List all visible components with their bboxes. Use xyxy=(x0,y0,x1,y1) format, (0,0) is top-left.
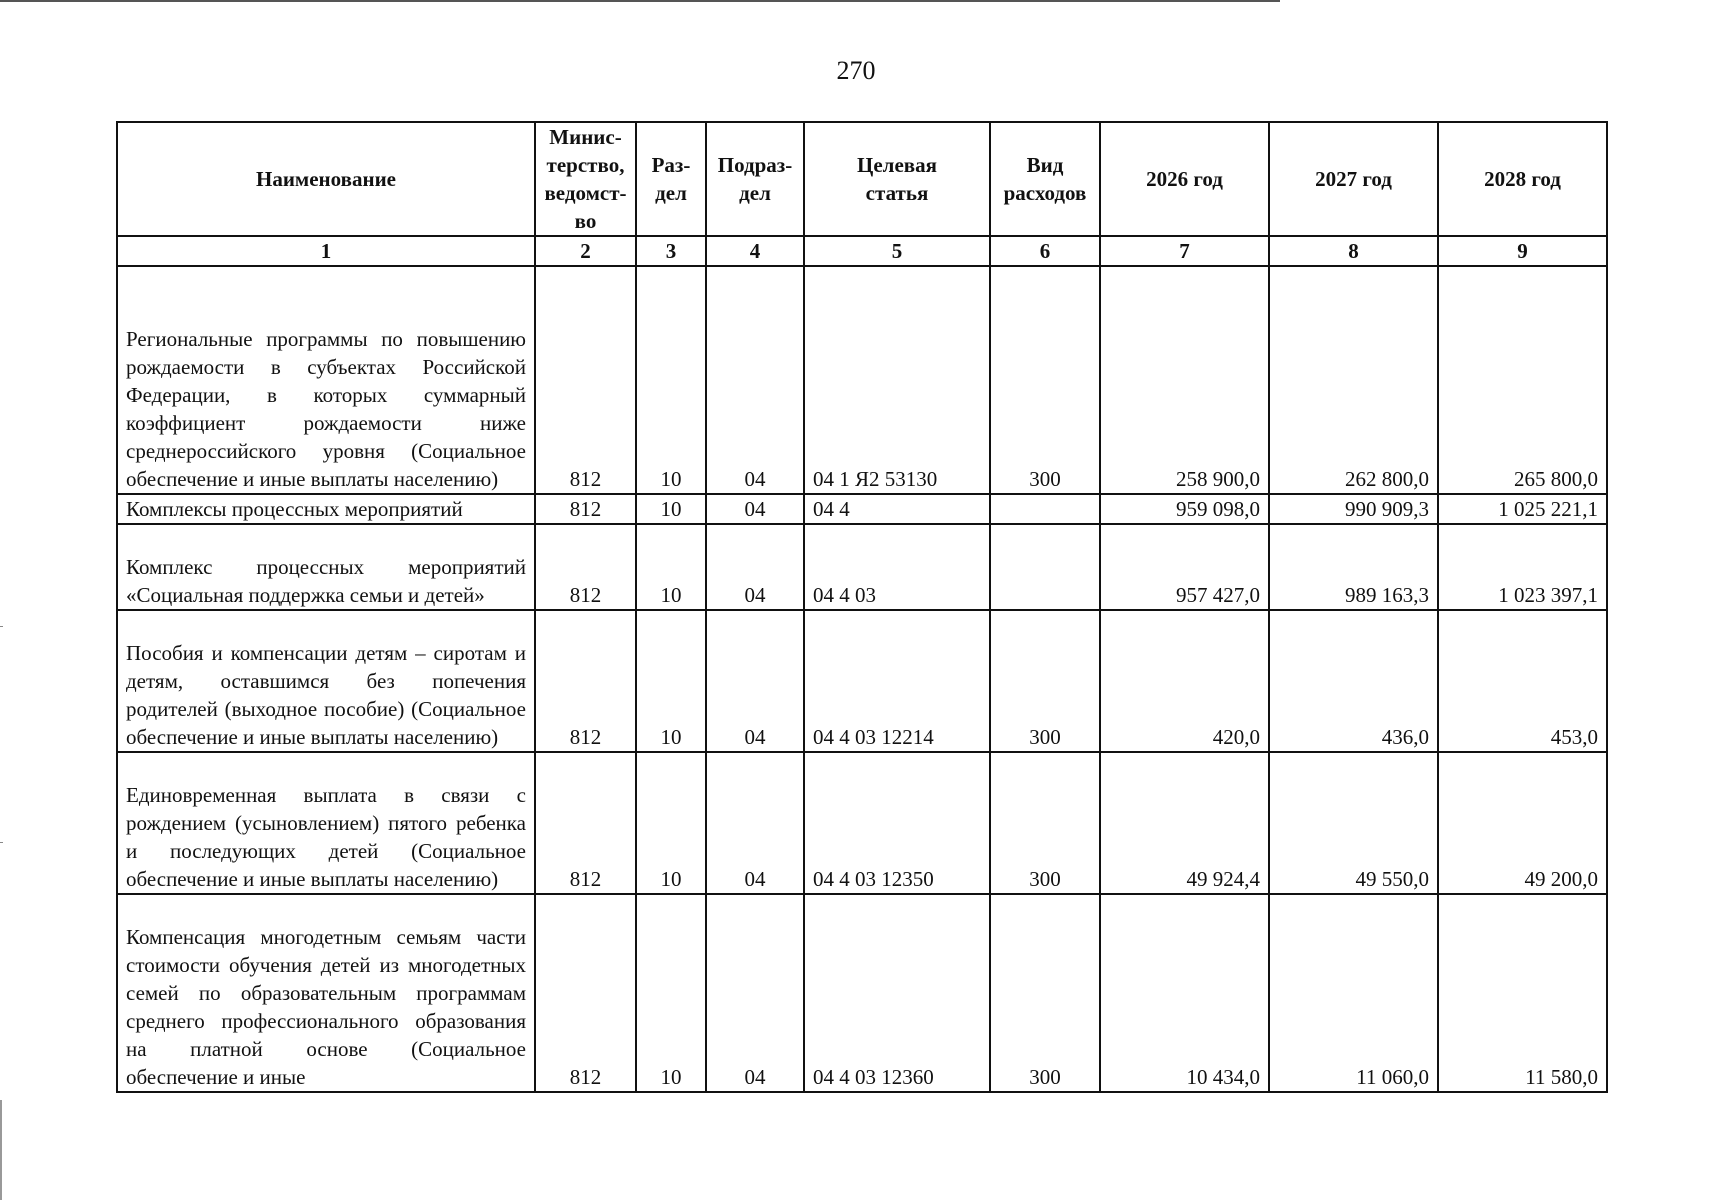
row-2027: 989 163,3 xyxy=(1269,524,1438,610)
scan-edge-line xyxy=(0,1100,2,1200)
row-subsection: 04 xyxy=(706,752,804,894)
row-ministry: 812 xyxy=(535,524,636,610)
table-row xyxy=(117,894,1607,1092)
column-number: 1 xyxy=(117,236,535,266)
table-row xyxy=(117,494,1607,524)
row-section: 10 xyxy=(636,494,706,524)
row-subsection: 04 xyxy=(706,494,804,524)
header-name: Наименование xyxy=(117,122,535,236)
header-target: Целевая статья xyxy=(804,122,990,236)
row-target: 04 4 03 12350 xyxy=(804,752,990,894)
row-expense-type xyxy=(990,494,1100,524)
row-2028: 1 025 221,1 xyxy=(1438,494,1607,524)
row-2027: 11 060,0 xyxy=(1269,894,1438,1092)
column-number: 4 xyxy=(706,236,804,266)
column-number: 7 xyxy=(1100,236,1269,266)
scan-margin-mark xyxy=(0,626,3,627)
row-2026: 10 434,0 xyxy=(1100,894,1269,1092)
table-header-row xyxy=(117,122,1607,236)
row-2027: 990 909,3 xyxy=(1269,494,1438,524)
row-expense-type xyxy=(990,524,1100,610)
header-ministry: Минис- терство, ведомст- во xyxy=(535,122,636,236)
row-2026: 957 427,0 xyxy=(1100,524,1269,610)
budget-table xyxy=(116,121,1608,1093)
row-expense-type: 300 xyxy=(990,266,1100,494)
scan-margin-mark xyxy=(0,842,3,843)
row-2027: 436,0 xyxy=(1269,610,1438,752)
table-row xyxy=(117,610,1607,752)
row-section: 10 xyxy=(636,894,706,1092)
header-2028: 2028 год xyxy=(1438,122,1607,236)
row-name: Комплексы процессных мероприятий xyxy=(117,494,535,524)
row-section: 10 xyxy=(636,524,706,610)
row-subsection: 04 xyxy=(706,610,804,752)
row-name: Единовременная выплата в связи с рождением (усыновлением) пятого ребенка и последующих детей (Социальное обеспечение и иные выплаты населению) xyxy=(117,752,535,894)
row-name: Региональные программы по повышению рождаемости в субъектах Российской Федерации, в которых суммарный коэффициент рождаемости ниже среднероссийского уровня (Социальное обеспечение и иные выплаты населению) xyxy=(117,266,535,494)
row-2026: 420,0 xyxy=(1100,610,1269,752)
table-row xyxy=(117,752,1607,894)
row-ministry: 812 xyxy=(535,894,636,1092)
column-number: 3 xyxy=(636,236,706,266)
row-subsection: 04 xyxy=(706,894,804,1092)
page-number: 270 xyxy=(836,56,876,85)
row-ministry: 812 xyxy=(535,494,636,524)
column-number: 8 xyxy=(1269,236,1438,266)
row-2028: 11 580,0 xyxy=(1438,894,1607,1092)
row-2028: 265 800,0 xyxy=(1438,266,1607,494)
scan-edge-line xyxy=(0,0,1280,2)
table-row xyxy=(117,524,1607,610)
row-2028: 49 200,0 xyxy=(1438,752,1607,894)
row-name: Комплекс процессных мероприятий «Социальная поддержка семьи и детей» xyxy=(117,524,535,610)
row-target: 04 4 03 12360 xyxy=(804,894,990,1092)
row-name: Компенсация многодетным семьям части стоимости обучения детей из многодетных семей по образовательным программам среднего профессионального образования на платной основе (Социальное обеспечение и иные xyxy=(117,894,535,1092)
row-subsection: 04 xyxy=(706,266,804,494)
row-section: 10 xyxy=(636,266,706,494)
row-section: 10 xyxy=(636,610,706,752)
row-2027: 49 550,0 xyxy=(1269,752,1438,894)
row-name: Пособия и компенсации детям – сиротам и детям, оставшимся без попечения родителей (выходное пособие) (Социальное обеспечение и иные выплаты населению) xyxy=(117,610,535,752)
column-number: 2 xyxy=(535,236,636,266)
header-section: Раз- дел xyxy=(636,122,706,236)
row-target: 04 1 Я2 53130 xyxy=(804,266,990,494)
column-number: 5 xyxy=(804,236,990,266)
header-2026: 2026 год xyxy=(1100,122,1269,236)
row-section: 10 xyxy=(636,752,706,894)
row-target: 04 4 03 12214 xyxy=(804,610,990,752)
row-ministry: 812 xyxy=(535,610,636,752)
header-subsection: Подраз- дел xyxy=(706,122,804,236)
header-expense-type: Вид расходов xyxy=(990,122,1100,236)
row-2028: 453,0 xyxy=(1438,610,1607,752)
column-number: 9 xyxy=(1438,236,1607,266)
column-number: 6 xyxy=(990,236,1100,266)
row-2026: 49 924,4 xyxy=(1100,752,1269,894)
row-2027: 262 800,0 xyxy=(1269,266,1438,494)
row-target: 04 4 03 xyxy=(804,524,990,610)
row-2026: 258 900,0 xyxy=(1100,266,1269,494)
table-row xyxy=(117,266,1607,494)
row-expense-type: 300 xyxy=(990,752,1100,894)
row-2028: 1 023 397,1 xyxy=(1438,524,1607,610)
column-number-row xyxy=(117,236,1607,266)
row-ministry: 812 xyxy=(535,752,636,894)
row-2026: 959 098,0 xyxy=(1100,494,1269,524)
row-expense-type: 300 xyxy=(990,610,1100,752)
row-subsection: 04 xyxy=(706,524,804,610)
row-expense-type: 300 xyxy=(990,894,1100,1092)
row-ministry: 812 xyxy=(535,266,636,494)
header-2027: 2027 год xyxy=(1269,122,1438,236)
row-target: 04 4 xyxy=(804,494,990,524)
